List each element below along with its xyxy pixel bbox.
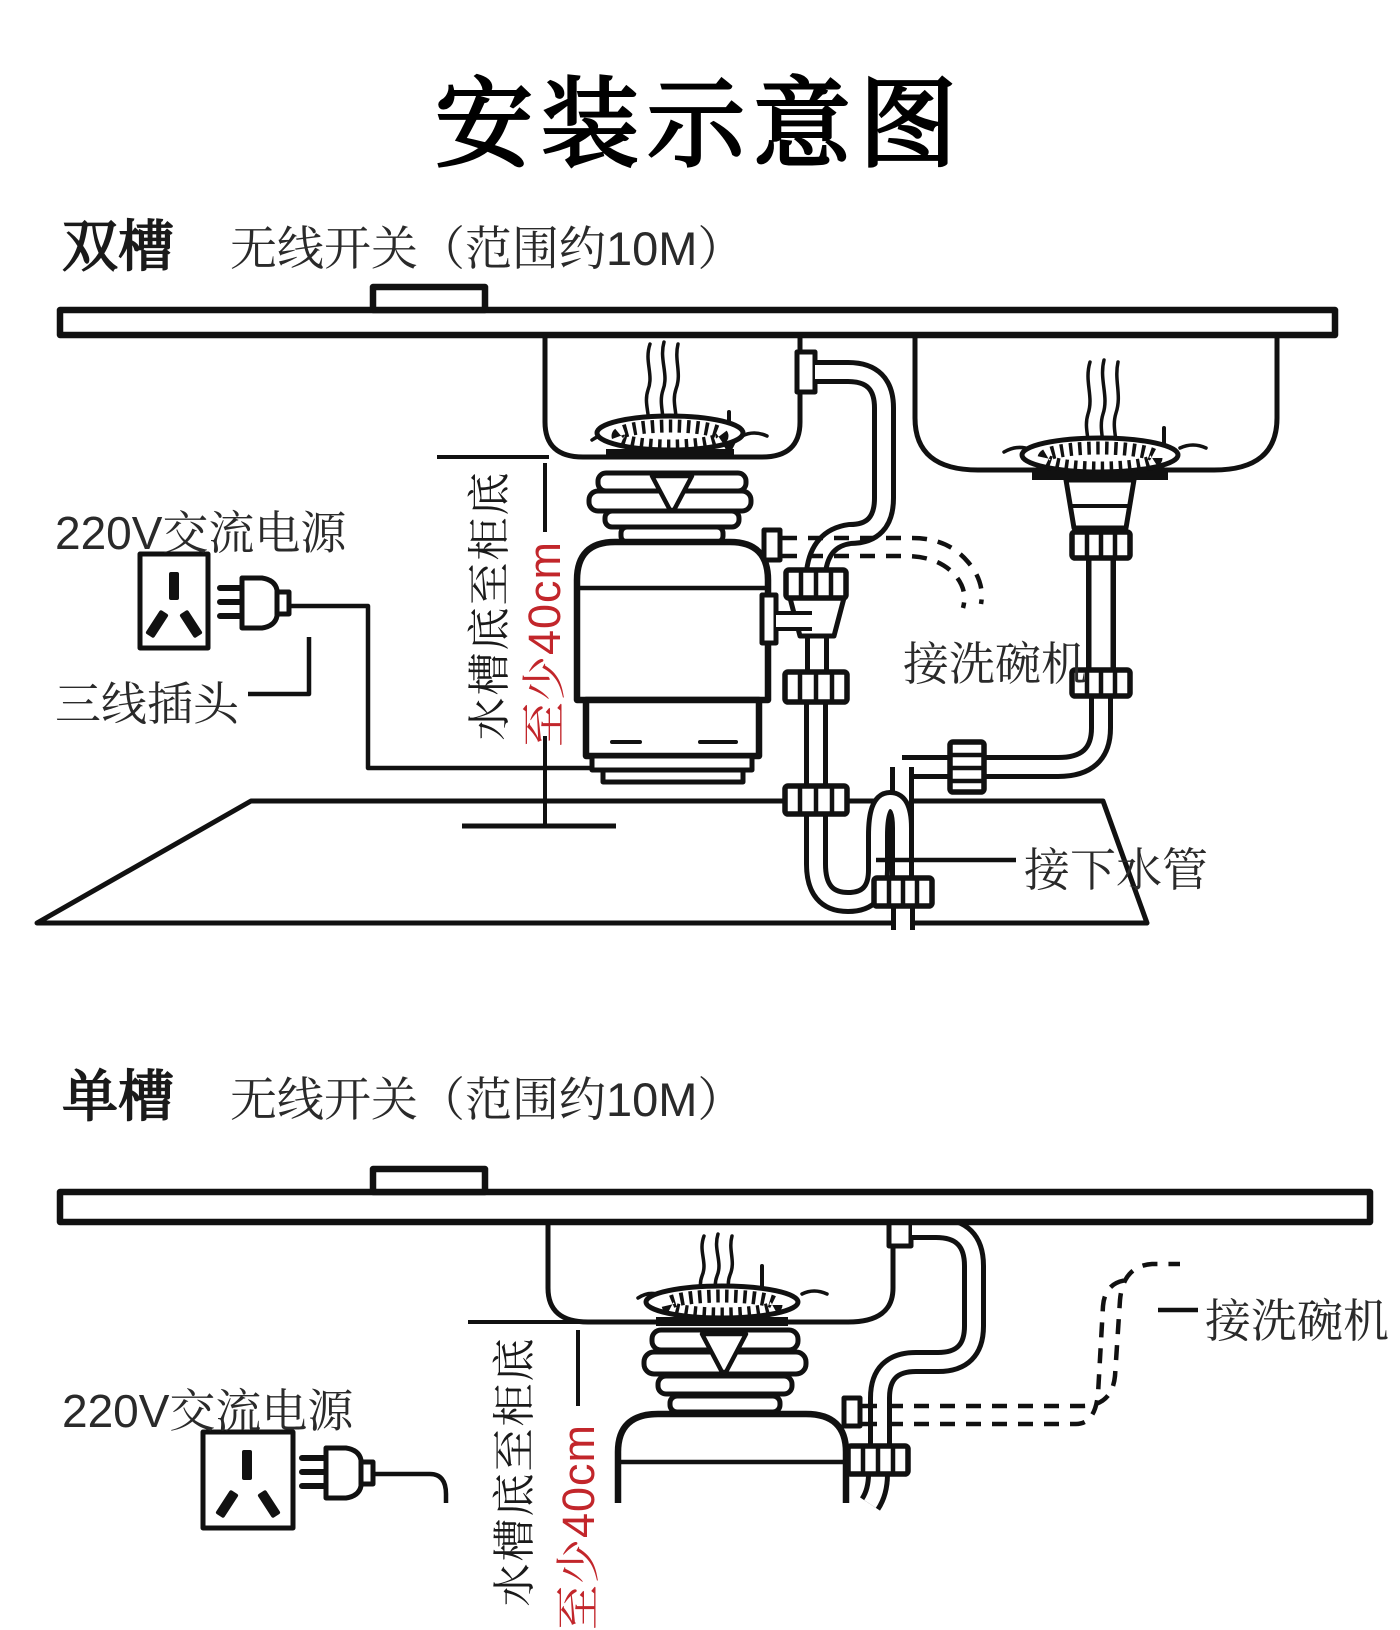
power-outlet-icon	[140, 554, 208, 648]
page-title: 安装示意图	[434, 69, 965, 179]
drain-pipe-connection-label: 接下水管	[1024, 844, 1208, 896]
power-plug-icon	[220, 578, 289, 628]
right-sink-drain-pipe	[902, 556, 1101, 880]
sink-to-cabinet-dimension-label: 水槽底至柜底	[491, 1336, 540, 1607]
wireless-switch-note-double: 无线开关（范围约10M）	[230, 222, 745, 275]
power-source-label: 220V交流电源	[62, 1385, 354, 1437]
strainer-gasket	[606, 449, 734, 459]
p-trap	[816, 802, 903, 930]
strainer-gasket	[656, 1317, 788, 1326]
wireless-switch-note-single: 无线开关（范围约10M）	[230, 1073, 745, 1126]
dishwasher-connection-label: 接洗碗机	[903, 638, 1087, 690]
power-source-label: 220V交流电源	[55, 507, 347, 559]
discharge-outlet-stub	[762, 595, 776, 643]
sink-overflow-pipe	[815, 372, 884, 572]
dishwasher-inlet-stub	[764, 530, 780, 560]
section-double-sink-label: 双槽	[62, 215, 174, 278]
countertop	[60, 1192, 1370, 1222]
min-40cm-dimension-label: 至少40cm	[553, 1423, 604, 1630]
section-single-sink-label: 单槽	[62, 1065, 174, 1128]
wireless-switch	[373, 287, 485, 310]
disposal-unit	[618, 1398, 860, 1503]
min-40cm-dimension-label: 至少40cm	[519, 540, 570, 747]
sink-strainer-right	[1022, 438, 1178, 528]
pipe-nut	[848, 1446, 908, 1474]
dishwasher-hose	[862, 1264, 1180, 1424]
power-outlet-icon	[203, 1432, 293, 1528]
dishwasher-inlet-stub	[844, 1398, 860, 1426]
power-cord	[373, 1474, 446, 1503]
sink-strainer-left	[597, 416, 743, 459]
three-wire-plug-label: 三线插头	[55, 678, 239, 730]
power-plug-icon	[302, 1448, 446, 1503]
sink-strainer-single	[646, 1286, 798, 1326]
sink-outlet-nipple	[797, 352, 815, 392]
disposal-mounting-assembly	[644, 1330, 806, 1412]
single-sink-diagram	[0, 1140, 1400, 1503]
disposal-unit	[577, 530, 780, 782]
wireless-switch	[373, 1169, 485, 1192]
countertop	[60, 310, 1335, 335]
dishwasher-connection-label: 接洗碗机	[1205, 1295, 1389, 1347]
plug-leader-line	[248, 637, 309, 694]
sink-to-cabinet-dimension-label: 水槽底至柜底	[466, 470, 515, 741]
disposal-mounting-assembly	[589, 473, 751, 542]
